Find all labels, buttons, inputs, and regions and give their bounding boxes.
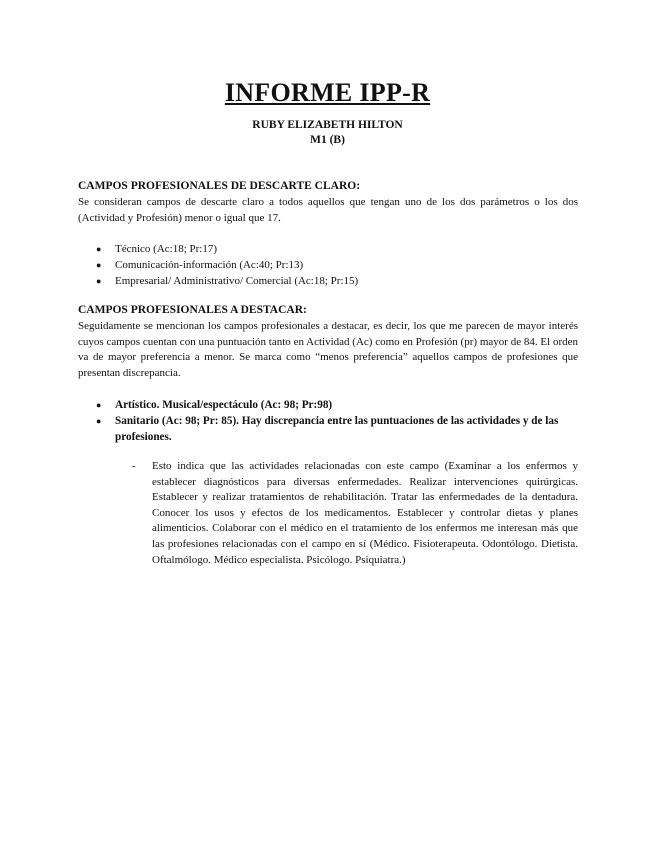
sanitario-detail-text: Esto indica que las actividades relacionadas con este campo (Examinar a los enfermos y establecer diagnósticos para diversas enfermedades. Realizar intervenciones quirúrgicas. Establecer y realizar tratamientos de rehabilitación. Tratar las enfermedades de la dentadura. Conocer los usos y efectos de los medicamentos. Establecer y controlar dietas y planes alimenticios. Colaborar con el médico en el tratamiento de los enfermos me interesan más que las profesiones relacionadas con el campo en sí (Médico. Fisioterapeuta. Odontólogo. Dietista. Oftalmólogo. Médico especialista. Psicólogo. Psiquiatra.) <box>152 460 578 566</box>
destacar-heading: CAMPOS PROFESIONALES A DESTACAR: <box>78 304 307 316</box>
bullet-icon: ● <box>96 276 102 286</box>
bullet-icon: ● <box>96 260 102 270</box>
document-title: INFORME IPP-R <box>224 78 431 107</box>
bullet-icon: ● <box>96 244 102 254</box>
descarte-heading: CAMPOS PROFESIONALES DE DESCARTE CLARO: <box>78 180 361 192</box>
person-code: M1 (B) <box>310 134 345 146</box>
sanitario-detail <box>132 459 578 568</box>
destacar-paragraph: Seguidamente se mencionan los campos profesionales a destacar, es decir, los que me parecen de mayor interés cuyos campos cuentan con una puntuación tanto en Actividad (Ac) como en Profesión (pr) mayor de 84. El orden va de mayor preferencia a menor. Se marca como “menos preferencia” aquellos campos de profesiones que presentan discrepancia. <box>78 320 578 379</box>
list-item: ● Sanitario (Ac: 98; Pr: 85). Hay discrepancia entre las puntuaciones de las actividades y de las profesiones. <box>96 415 559 443</box>
person-name: RUBY ELIZABETH HILTON <box>252 119 403 131</box>
descarte-paragraph: Se consideran campos de descarte claro a todos aquellos que tengan uno de los dos parámetros o los dos (Actividad y Profesión) menor o igual que 17. <box>78 196 578 224</box>
dash-marker: - <box>132 460 136 472</box>
list-item: ● Comunicación-información (Ac:40; Pr:13) <box>96 259 304 271</box>
bullet-icon: ● <box>96 416 102 426</box>
destacar-list <box>78 397 578 445</box>
list-item: ● Empresarial/ Administrativo/ Comercial (Ac:18; Pr:15) <box>96 275 359 287</box>
list-item: ● Técnico (Ac:18; Pr:17) <box>96 243 218 255</box>
list-item: ● Artístico. Musical/espectáculo (Ac: 98; Pr:98) <box>96 399 333 411</box>
bullet-icon: ● <box>96 400 102 410</box>
descarte-list <box>78 241 578 289</box>
